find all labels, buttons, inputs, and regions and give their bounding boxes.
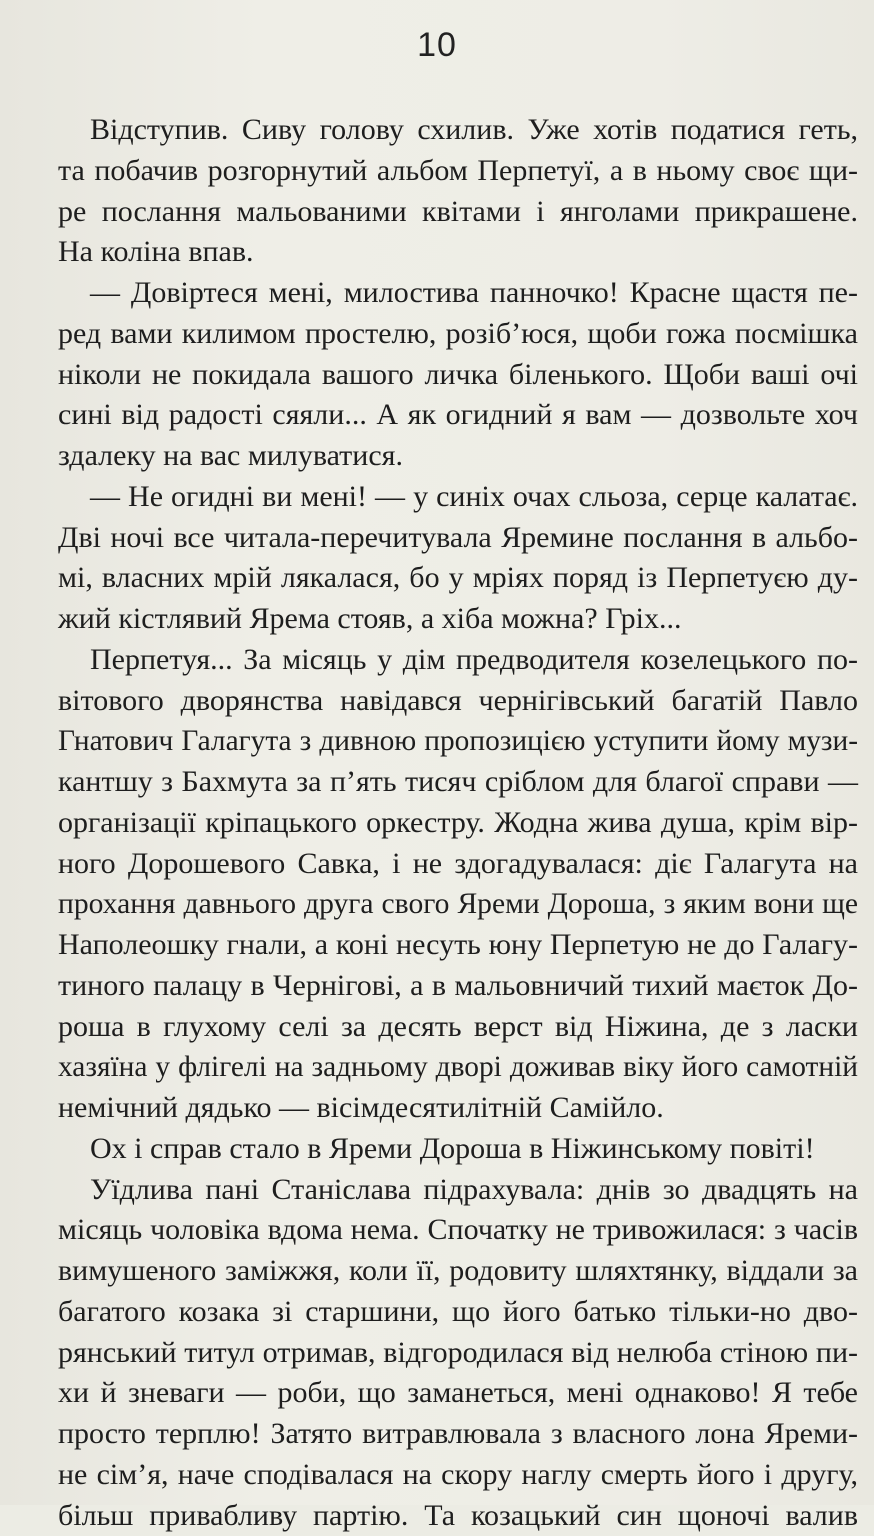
text-line: Наполеошку гнали, а коні несуть юну Перпетую не до Галагу- — [58, 925, 858, 966]
text-line: ред вами килимом простелю, розіб’юся, щоби гожа посмішка — [58, 314, 858, 355]
text-line: сині від радості сяяли... А як огидний я вам — дозвольте хоч — [58, 395, 858, 436]
text-line: хи й зневаги — роби, що заманеться, мені однаково! Я тебе — [58, 1373, 858, 1414]
text-line: Гнатович Галагута з дивною пропозицією уступити йому музи- — [58, 721, 858, 762]
text-line: ре послання мальованими квітами і янголами прикрашене. — [58, 192, 858, 233]
text-line: прохання давнього друга свого Яреми Дороша, з яким вони ще — [58, 884, 858, 925]
page-number: 10 — [0, 26, 874, 65]
text-line: більш привабливу партію. Та козацький син щоночі валив — [58, 1496, 858, 1536]
text-line: — Не огидні ви мені! — у синіх очах сльоза, серце калатає. — [58, 477, 858, 518]
text-line: просто терплю! Затято витравлювала з власного лона Яреми- — [58, 1414, 858, 1455]
text-line: кантшу з Бахмута за п’ять тисяч сріблом для благої справи — — [58, 762, 858, 803]
text-line: — Довіртеся мені, милостива панночко! Красне щастя пе- — [58, 273, 858, 314]
body-text — [58, 110, 858, 1536]
text-line: ніколи не покидала вашого личка біленького. Щоби ваші очі — [58, 355, 858, 396]
text-line: здалеку на вас милуватися. — [58, 436, 858, 477]
text-line: Уїдлива пані Станіслава підрахувала: днів зо двадцять на — [58, 1170, 858, 1211]
text-line: місяць чоловіка вдома нема. Спочатку не тривожилася: з часів — [58, 1210, 858, 1251]
text-line: роша в глухому селі за десять верст від Ніжина, де з ласки — [58, 1007, 858, 1048]
text-line: та побачив розгорнутий альбом Перпетуї, а в ньому своє щи- — [58, 151, 858, 192]
text-line: рянський титул отримав, відгородилася від нелюба стіною пи- — [58, 1333, 858, 1374]
text-line: хазяїна у флігелі на задньому дворі доживав віку його самотній — [58, 1047, 858, 1088]
text-line: На коліна впав. — [58, 232, 858, 273]
text-line: вітового дворянства навідався чернігівський багатій Павло — [58, 681, 858, 722]
text-line: Перпетуя... За місяць у дім предводителя козелецького по- — [58, 640, 858, 681]
text-line: Відступив. Сиву голову схилив. Уже хотів податися геть, — [58, 110, 858, 151]
text-line: організації кріпацького оркестру. Жодна жива душа, крім вір- — [58, 803, 858, 844]
text-line: Дві ночі все читала-перечитувала Яремине послання в альбо- — [58, 518, 858, 559]
text-line: ного Дорошевого Савка, і не здогадувалася: діє Галагута на — [58, 844, 858, 885]
text-line: багатого козака зі старшини, що його батько тільки-но дво- — [58, 1292, 858, 1333]
text-line: не сім’я, наче сподівалася на скору наглу смерть його і другу, — [58, 1455, 858, 1496]
text-line: тиного палацу в Чернігові, а в мальовничий тихий маєток До- — [58, 966, 858, 1007]
text-line: мі, власних мрій лякалася, бо у мріях поряд із Перпетуєю ду- — [58, 558, 858, 599]
text-line: немічний дядько — вісімдесятилітній Самійло. — [58, 1088, 858, 1129]
text-line: Ох і справ стало в Яреми Дороша в Ніжинському повіті! — [58, 1129, 858, 1170]
text-line: вимушеного заміжжя, коли її, родовиту шляхтянку, віддали за — [58, 1251, 858, 1292]
text-line: жий кістлявий Ярема стояв, а хіба можна? Гріх... — [58, 599, 858, 640]
